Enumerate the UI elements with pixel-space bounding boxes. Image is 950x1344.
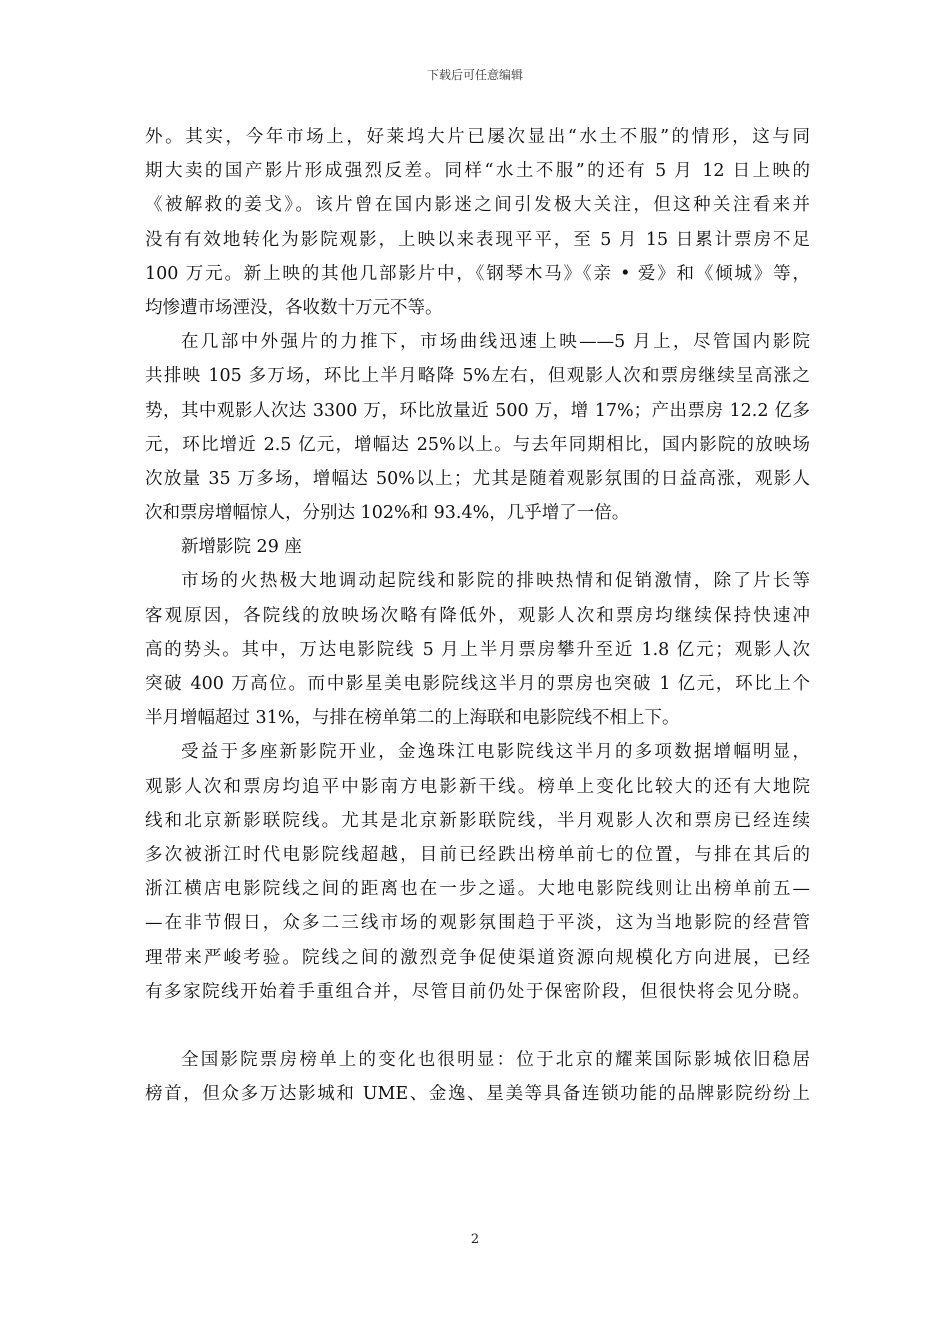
text-line: 半月增幅超过 31%，与排在榜单第二的上海联和电影院线不相上下。: [145, 708, 680, 729]
text-line: 理带来严峻考验。院线之间的激烈竞争促使渠道资源向规模化方向进展，已经: [145, 947, 810, 968]
section-heading: 新增影院 29 座: [181, 537, 302, 558]
text-line: 市场的火热极大地调动起院线和影院的排映热情和促销激情，除了片长等: [181, 571, 810, 592]
text-line: 线和北京新影联院线。尤其是北京新影联院线，半月观影人次和票房已经连续: [145, 810, 810, 831]
text-line: 多次被浙江时代电影院线超越，目前已经跌出榜单前七的位置，与排在其后的: [145, 844, 810, 865]
blank-line: [145, 1009, 810, 1043]
text-line: 全国影院票房榜单上的变化也很明显：位于北京的耀莱国际影城依旧稳居: [181, 1050, 810, 1071]
text-line: 浙江横店电影院线之间的距离也在一步之遥。大地电影院线则让出榜单前五—: [145, 879, 810, 900]
text-line: 在几部中外强片的力推下，市场曲线迅速上映——5 月上，尽管国内影院: [181, 332, 810, 353]
text-line: 次放量 35 万多场，增幅达 50%以上；尤其是随着观影氛围的日益高涨，观影人: [145, 468, 810, 489]
text-line: 《被解救的姜戈》。该片曾在国内影迷之间引发极大关注，但这种关注看来并: [145, 195, 810, 216]
text-line: 观影人次和票房均追平中影南方电影新干线。榜单上变化比较大的还有大地院: [145, 776, 810, 797]
text-line: 受益于多座新影院开业，金逸珠江电影院线这半月的多项数据增幅明显，: [181, 742, 810, 763]
text-line: 外。其实，今年市场上，好莱坞大片已屡次显出“水土不服”的情形，这与同: [145, 127, 810, 147]
text-line: 势，其中观影人次达 3300 万，环比放量近 500 万，增 17%；产出票房 12.2 亿多: [145, 400, 810, 421]
text-line: 高的势头。其中，万达电影院线 5 月上半月票房攀升至近 1.8 亿元；观影人次: [145, 639, 810, 660]
text-line: 共排映 105 多万场，环比上半月略降 5%左右，但观影人次和票房继续呈高涨之: [145, 366, 810, 387]
text-line: 100 万元。新上映的其他几部影片中，《钢琴木马》《亲 • 爱》和《倾城》等，: [145, 263, 810, 284]
text-line: 次和票房增幅惊人，分别达 102%和 93.4%，几乎增了一倍。: [145, 503, 630, 524]
text-line: 榜首，但众多万达影城和 UME、金逸、星美等具备连锁功能的品牌影院纷纷上: [145, 1084, 810, 1105]
text-line: 有多家院线开始着手重组合并，尽管目前仍处于保密阶段，但很快将会见分晓。: [145, 981, 810, 1002]
page-header: 下载后可任意编辑: [426, 68, 523, 82]
text-line: 没有有效地转化为影院观影，上映以来表现平平，至 5 月 15 日累计票房不足: [145, 229, 810, 250]
text-line: 客观原因，各院线的放映场次略有降低外，观影人次和票房均继续保持快速冲: [145, 605, 810, 626]
page-number: 2: [470, 1232, 480, 1247]
document-body: [145, 120, 810, 1111]
text-line: 均惨遭市场湮没，各收数十万元不等。: [145, 297, 443, 318]
text-line: 期大卖的国产影片形成强烈反差。同样“水土不服”的还有 5 月 12 日上映的: [145, 161, 810, 182]
text-line: 突破 400 万高位。而中影星美电影院线这半月的票房也突破 1 亿元，环比上个: [145, 674, 810, 694]
text-line: —在非节假日，众多二三线市场的观影氛围趋于平淡，这为当地影院的经营管: [145, 913, 810, 934]
text-line: 元，环比增近 2.5 亿元，增幅达 25%以上。与去年同期相比，国内影院的放映场: [145, 434, 810, 455]
